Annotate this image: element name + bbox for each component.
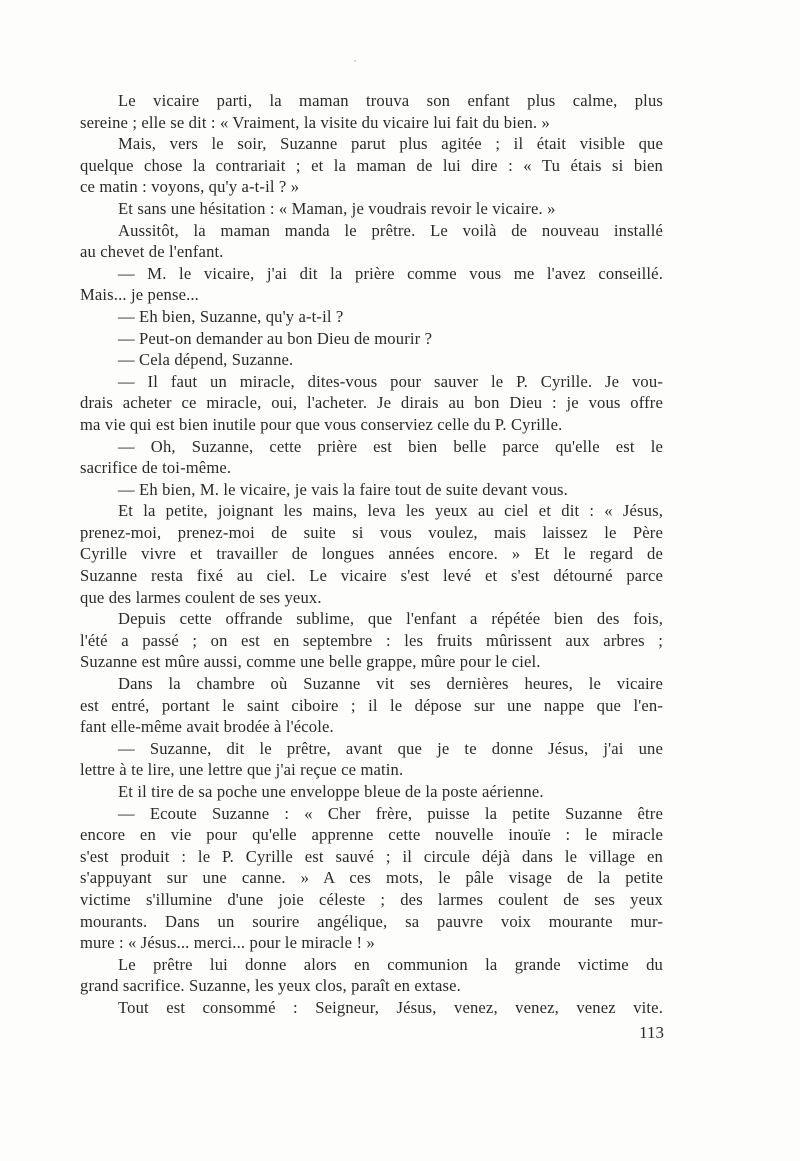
text-line: que des larmes coulent de ses yeux. (80, 587, 322, 607)
text-line: victime s'illumine d'une joie céleste ; des larmes coulent de ses yeux (80, 889, 663, 909)
text-line: Suzanne est mûre aussi, comme une belle grappe, mûre pour le ciel. (80, 652, 541, 672)
text-line: — Peut-on demander au bon Dieu de mourir ? (118, 328, 433, 348)
text-line: — Cela dépend, Suzanne. (118, 350, 294, 370)
text-line: Et il tire de sa poche une enveloppe bleue de la poste aérienne. (118, 782, 544, 801)
text-line: quelque chose la contrariait ; et la maman de lui dire : « Tu étais si bien (80, 155, 663, 175)
text-line: lettre à te lire, une lettre que j'ai reçue ce matin. (80, 760, 404, 780)
text-line: ma vie qui est bien inutile pour que vous conserviez celle du P. Cyrille. (80, 414, 563, 434)
page-number: 113 (639, 1023, 664, 1042)
text-line: est entré, portant le saint ciboire ; il le dépose sur une nappe que l'en- (80, 695, 663, 715)
print-speck (354, 60, 356, 62)
text-line: ce matin : voyons, qu'y a-t-il ? » (80, 177, 300, 197)
text-line: au chevet de l'enfant. (80, 242, 224, 262)
body-text (80, 90, 663, 1019)
text-line: grand sacrifice. Suzanne, les yeux clos, paraît en extase. (80, 976, 461, 996)
text-line: fant elle-même avait brodée à l'école. (80, 717, 334, 737)
text-line: mourants. Dans un sourire angélique, sa pauvre voix mourante mur- (80, 911, 663, 931)
text-line: l'été a passé ; on est en septembre : les fruits mûrissent aux arbres ; (80, 630, 663, 650)
text-line: — Oh, Suzanne, cette prière est bien belle parce qu'elle est le (118, 436, 663, 456)
text-line: sacrifice de toi-même. (80, 458, 232, 478)
text-line: Depuis cette offrande sublime, que l'enfant a répétée bien des fois, (118, 609, 663, 629)
text-line: — Suzanne, dit le prêtre, avant que je te donne Jésus, j'ai une (118, 738, 663, 758)
text-line: — Eh bien, M. le vicaire, je vais la faire tout de suite devant vous. (118, 479, 568, 499)
text-line: Mais, vers le soir, Suzanne parut plus agitée ; il était visible que (118, 134, 663, 154)
text-line: Cyrille vivre et travailler de longues années encore. » Et le regard de (80, 544, 663, 564)
text-line: Dans la chambre où Suzanne vit ses dernières heures, le vicaire (118, 674, 663, 694)
text-line: drais acheter ce miracle, oui, l'acheter. Je dirais au bon Dieu : je vous offre (80, 393, 663, 413)
text-line: sereine ; elle se dit : « Vraiment, la visite du vicaire lui fait du bien. » (80, 112, 550, 132)
text-line: Tout est consommé : Seigneur, Jésus, venez, venez, venez vite. (118, 997, 663, 1017)
text-line: Et sans une hésitation : « Maman, je voudrais revoir le vicaire. » (118, 198, 556, 218)
text-line: encore en vie pour qu'elle apprenne cette nouvelle inouïe : le miracle (80, 825, 663, 845)
text-line: Mais... je pense... (80, 285, 199, 305)
text-line: Aussitôt, la maman manda le prêtre. Le voilà de nouveau installé (118, 220, 663, 240)
text-line: Le vicaire parti, la maman trouva son enfant plus calme, plus (118, 91, 663, 110)
text-line: mure : « Jésus... merci... pour le miracle ! » (80, 933, 375, 953)
text-line: Suzanne resta fixé au ciel. Le vicaire s'est levé et s'est détourné parce (80, 566, 663, 586)
text-line: s'appuyant sur une canne. » A ces mots, le pâle visage de la petite (80, 868, 663, 888)
text-line: Et la petite, joignant les mains, leva les yeux au ciel et dit : « Jésus, (118, 501, 663, 521)
text-line: Le prêtre lui donne alors en communion la grande victime du (118, 954, 663, 974)
text-line: s'est produit : le P. Cyrille est sauvé ; il circule déjà dans le village en (80, 846, 663, 866)
text-line: — Eh bien, Suzanne, qu'y a-t-il ? (118, 306, 344, 326)
text-line: — Ecoute Suzanne : « Cher frère, puisse la petite Suzanne être (118, 803, 663, 823)
text-line: prenez-moi, prenez-moi de suite si vous voulez, mais laissez le Père (80, 522, 663, 542)
text-line: — Il faut un miracle, dites-vous pour sauver le P. Cyrille. Je vou- (118, 371, 663, 391)
text-line: — M. le vicaire, j'ai dit la prière comme vous me l'avez conseillé. (118, 263, 663, 283)
